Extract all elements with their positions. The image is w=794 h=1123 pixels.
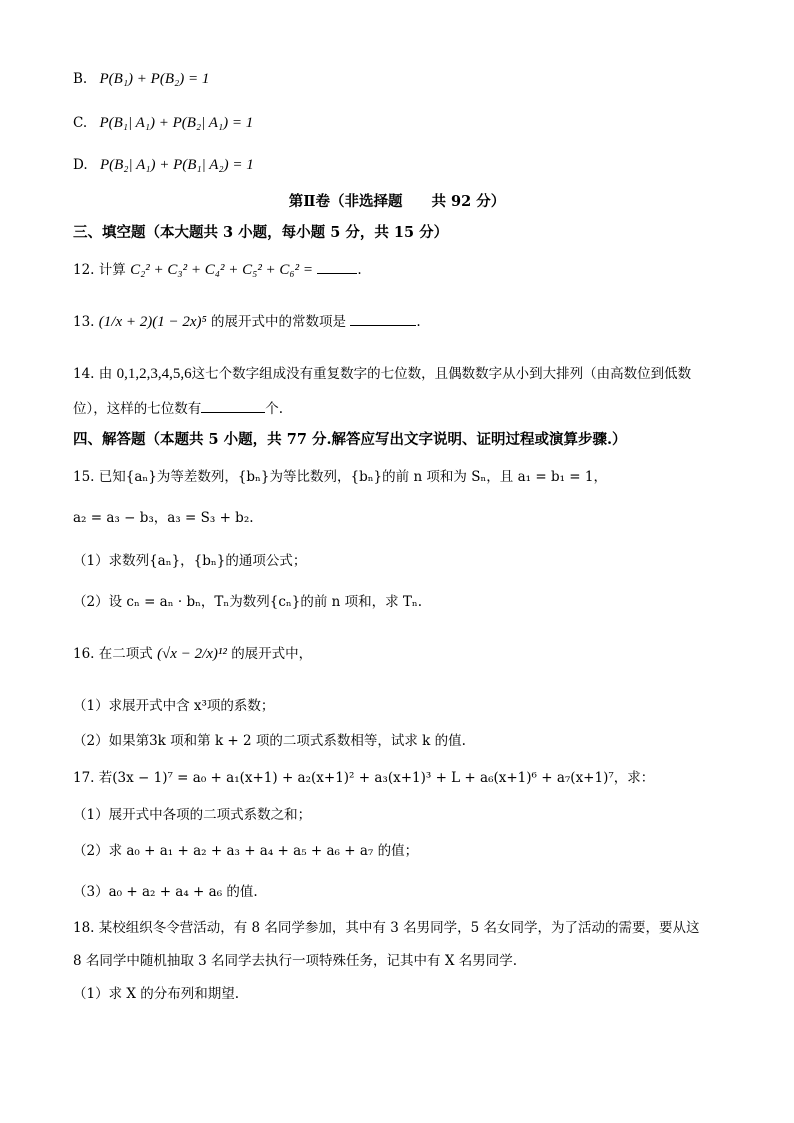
q12-expr: C₂² + C₃² + C₄² + C₅² + C₆² = bbox=[130, 262, 314, 278]
part4-heading: 四、解答题（本题共 5 小题，共 77 分.解答应写出文字说明、证明过程或演算步骤.） bbox=[73, 431, 627, 448]
q13-answer-blank bbox=[350, 311, 416, 326]
question-15-line1: 15. 已知{aₙ}为等差数列，{bₙ}为等比数列，{bₙ}的前 n 项和为 Sₙ，且 a₁ = b₁ = 1， bbox=[73, 469, 607, 485]
question-13 bbox=[73, 311, 734, 332]
q14-text2: 位），这样的七位数有 bbox=[73, 401, 202, 417]
question-15-line2: a₂ = a₃ − b₃，a₃ = S₃ + b₂. bbox=[73, 510, 254, 526]
question-17-sub3: （3）a₀ + a₂ + a₄ + a₆ 的值. bbox=[73, 884, 258, 900]
option-c-expr: P(B₁| A₁) + P(B₂| A₁) = 1 bbox=[99, 115, 254, 131]
question-18-sub1: （1）求 X 的分布列和期望. bbox=[73, 986, 240, 1002]
q12-number: 12. bbox=[73, 262, 95, 278]
option-b-label: B. bbox=[73, 71, 88, 87]
question-16-sub2: （2）如果第3k 项和第 k + 2 项的二项式系数相等，试求 k 的值. bbox=[73, 733, 466, 749]
q13-number: 13. bbox=[73, 314, 95, 330]
question-17-sub1: （1）展开式中各项的二项式系数之和； bbox=[73, 807, 312, 823]
option-d-label: D. bbox=[73, 157, 88, 173]
q12-pre: 计算 bbox=[98, 262, 126, 278]
option-b-expr: P(B₁) + P(B₂) = 1 bbox=[99, 71, 210, 87]
q13-text: 的展开式中的常数项是 bbox=[211, 314, 347, 330]
q13-post: . bbox=[416, 314, 421, 330]
q14-answer-blank bbox=[201, 398, 265, 413]
question-15-sub1: （1）求数列{aₙ}，{bₙ}的通项公式； bbox=[73, 553, 307, 569]
section-title: 第Ⅱ卷（非选择题 共 92 分） bbox=[288, 193, 506, 210]
q13-expr: (1/x + 2)(1 − 2x)⁵ bbox=[98, 314, 207, 330]
option-d-expr: P(B₂| A₁) + P(B₁| A₂) = 1 bbox=[99, 157, 254, 173]
q14-digits: 0,1,2,3,4,5,6 bbox=[116, 366, 192, 382]
option-c-label: C. bbox=[73, 115, 88, 131]
question-18-line2: 8 名同学中随机抽取 3 名同学去执行一项特殊任务，记其中有 X 名男同学. bbox=[73, 953, 518, 969]
q16-post: 的展开式中， bbox=[231, 646, 313, 662]
option-b bbox=[73, 69, 734, 89]
q14-post: 个. bbox=[265, 401, 284, 417]
q14-text1: 这七个数字组成没有重复数字的七位数，且偶数数字从小到大排列（由高数位到低数 bbox=[191, 366, 692, 382]
q16-expr: (√x − 2/x)¹² bbox=[157, 646, 227, 662]
q16-pre: 16. 在二项式 bbox=[73, 646, 153, 662]
option-c bbox=[73, 113, 734, 133]
q14-number: 14. bbox=[73, 366, 95, 382]
question-14-line2 bbox=[73, 398, 734, 419]
question-16-line1 bbox=[73, 644, 734, 664]
option-d bbox=[73, 155, 734, 175]
q12-post: . bbox=[357, 262, 362, 278]
question-17-line1: 17. 若(3x − 1)⁷ = a₀ + a₁(x+1) + a₂(x+1)² + a₃(x+1)³ + L + a₆(x+1)⁶ + a₇(x+1)⁷，求： bbox=[73, 770, 655, 786]
question-18-line1: 18. 某校组织冬令营活动，有 8 名同学参加，其中有 3 名男同学，5 名女同学，为了活动的需要，要从这 bbox=[73, 920, 700, 936]
q12-answer-blank bbox=[317, 259, 357, 274]
question-16-sub1: （1）求展开式中含 x³项的系数； bbox=[73, 698, 275, 714]
question-15-sub2: （2）设 cₙ = aₙ · bₙ，Tₙ为数列{cₙ}的前 n 项和，求 Tₙ. bbox=[73, 594, 423, 610]
question-17-sub2: （2）求 a₀ + a₁ + a₂ + a₃ + a₄ + a₅ + a₆ + a₇ 的值； bbox=[73, 843, 419, 859]
part3-heading: 三、填空题（本大题共 3 小题，每小题 5 分，共 15 分） bbox=[73, 224, 449, 241]
question-12 bbox=[73, 259, 734, 280]
question-14-line1 bbox=[73, 364, 734, 384]
q14-pre: 由 bbox=[98, 366, 113, 382]
